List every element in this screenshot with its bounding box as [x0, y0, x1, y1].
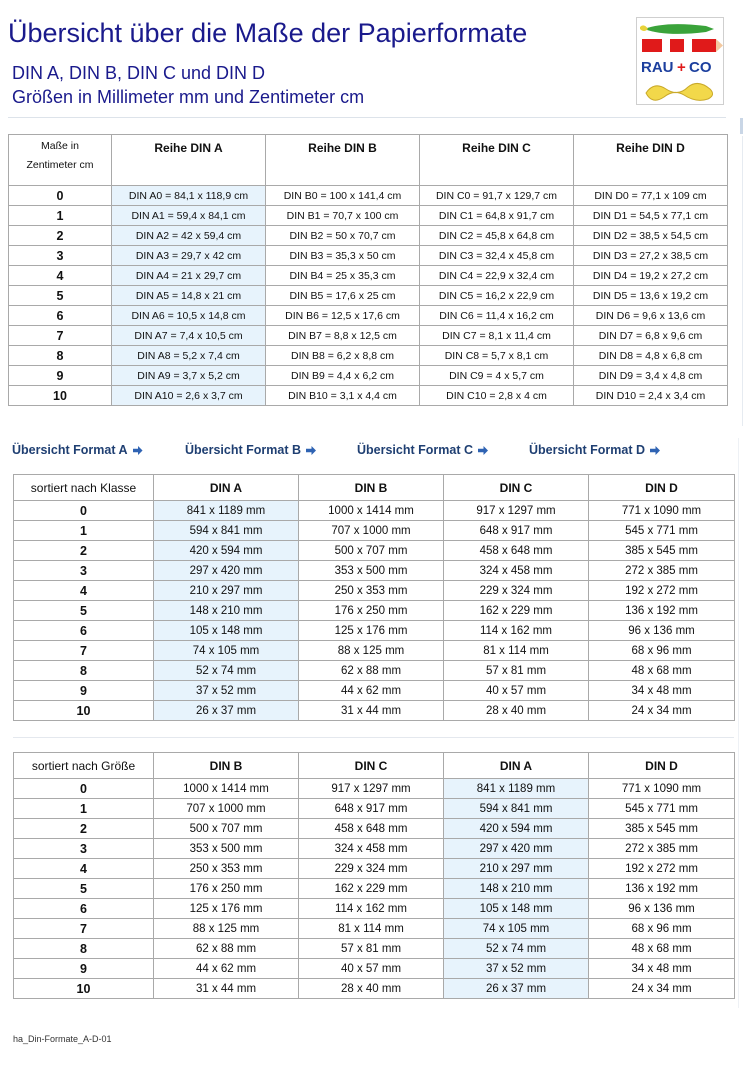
row-index-cell: 2: [14, 819, 154, 839]
size-cell: DIN D6 = 9,6 x 13,6 cm: [574, 306, 728, 326]
row-index-cell: 8: [9, 346, 112, 366]
link-format-d-label: Übersicht Format D: [529, 443, 645, 457]
row-index-cell: 1: [9, 206, 112, 226]
size-cell: 40 x 57 mm: [299, 959, 444, 979]
size-cell: 114 x 162 mm: [299, 899, 444, 919]
table-row: [14, 899, 735, 919]
size-cell: DIN B9 = 4,4 x 6,2 cm: [266, 366, 420, 386]
sidebar-divider-lower: [738, 438, 739, 1008]
size-cell: DIN D8 = 4,8 x 6,8 cm: [574, 346, 728, 366]
size-cell: 229 x 324 mm: [444, 581, 589, 601]
size-cell: 44 x 62 mm: [299, 681, 444, 701]
row-index-cell: 0: [14, 501, 154, 521]
size-cell: 324 x 458 mm: [444, 561, 589, 581]
link-format-c-label: Übersicht Format C: [357, 443, 473, 457]
size-cell: 34 x 48 mm: [589, 681, 735, 701]
size-cell: DIN A1 = 59,4 x 84,1 cm: [112, 206, 266, 226]
row-index-cell: 2: [14, 541, 154, 561]
row-index-cell: 2: [9, 226, 112, 246]
size-cell: 420 x 594 mm: [154, 541, 299, 561]
table-row: [14, 939, 735, 959]
size-cell: DIN A5 = 14,8 x 21 cm: [112, 286, 266, 306]
row-index-cell: 4: [14, 859, 154, 879]
table-row: [14, 919, 735, 939]
size-cell: DIN B8 = 6,2 x 8,8 cm: [266, 346, 420, 366]
size-cell: DIN C5 = 16,2 x 22,9 cm: [420, 286, 574, 306]
size-cell: DIN D4 = 19,2 x 27,2 cm: [574, 266, 728, 286]
size-cell: 68 x 96 mm: [589, 919, 735, 939]
row-index-cell: 4: [9, 266, 112, 286]
size-cell: 125 x 176 mm: [299, 621, 444, 641]
size-cell: 162 x 229 mm: [299, 879, 444, 899]
size-cell: 192 x 272 mm: [589, 581, 735, 601]
table-cm-corner: Maße in Zentimeter cm: [9, 135, 112, 186]
size-cell: 26 x 37 mm: [444, 979, 589, 999]
table-row: [9, 326, 728, 346]
size-cell: 24 x 34 mm: [589, 979, 735, 999]
size-cell: 545 x 771 mm: [589, 799, 735, 819]
row-index-cell: 8: [14, 939, 154, 959]
row-index-cell: 3: [9, 246, 112, 266]
row-index-cell: 5: [14, 601, 154, 621]
logo-text-rau: RAU: [641, 59, 674, 76]
size-cell: DIN A3 = 29,7 x 42 cm: [112, 246, 266, 266]
size-cell: 250 x 353 mm: [154, 859, 299, 879]
table-row: [14, 661, 735, 681]
size-cell: 458 x 648 mm: [444, 541, 589, 561]
table-row: [14, 621, 735, 641]
link-format-b-label: Übersicht Format B: [185, 443, 301, 457]
size-cell: 594 x 841 mm: [154, 521, 299, 541]
row-index-cell: 5: [9, 286, 112, 306]
row-index-cell: 6: [9, 306, 112, 326]
size-cell: DIN D0 = 77,1 x 109 cm: [574, 186, 728, 206]
row-index-cell: 7: [9, 326, 112, 346]
table-groesse-header-2: DIN C: [299, 753, 444, 779]
size-cell: 648 x 917 mm: [444, 521, 589, 541]
table-row: [9, 246, 728, 266]
table-row: [9, 266, 728, 286]
size-cell: 420 x 594 mm: [444, 819, 589, 839]
size-cell: DIN C9 = 4 x 5,7 cm: [420, 366, 574, 386]
row-index-cell: 10: [9, 386, 112, 406]
size-cell: DIN B6 = 12,5 x 17,6 cm: [266, 306, 420, 326]
size-cell: DIN D2 = 38,5 x 54,5 cm: [574, 226, 728, 246]
table-sorted-by-class: [13, 474, 735, 721]
size-cell: 68 x 96 mm: [589, 641, 735, 661]
table-row: [14, 501, 735, 521]
row-index-cell: 9: [14, 681, 154, 701]
size-cell: DIN C1 = 64,8 x 91,7 cm: [420, 206, 574, 226]
size-cell: 648 x 917 mm: [299, 799, 444, 819]
format-links-bar: [12, 443, 712, 459]
size-cell: DIN A8 = 5,2 x 7,4 cm: [112, 346, 266, 366]
size-cell: 48 x 68 mm: [589, 661, 735, 681]
row-index-cell: 1: [14, 521, 154, 541]
table-cm: [8, 134, 728, 406]
size-cell: DIN D10 = 2,4 x 3,4 cm: [574, 386, 728, 406]
link-format-a-label: Übersicht Format A: [12, 443, 128, 457]
size-cell: 385 x 545 mm: [589, 819, 735, 839]
size-cell: 105 x 148 mm: [444, 899, 589, 919]
size-cell: 136 x 192 mm: [589, 601, 735, 621]
size-cell: DIN B2 = 50 x 70,7 cm: [266, 226, 420, 246]
size-cell: DIN B10 = 3,1 x 4,4 cm: [266, 386, 420, 406]
size-cell: 272 x 385 mm: [589, 561, 735, 581]
table-groesse-header-1: DIN B: [154, 753, 299, 779]
size-cell: 81 x 114 mm: [444, 641, 589, 661]
size-cell: 114 x 162 mm: [444, 621, 589, 641]
size-cell: 250 x 353 mm: [299, 581, 444, 601]
table-row: [9, 366, 728, 386]
row-index-cell: 7: [14, 641, 154, 661]
table-row: [14, 959, 735, 979]
footer-filename: ha_Din-Formate_A-D-01: [13, 1034, 112, 1044]
page-subtitle: DIN A, DIN B, DIN C und DIN D: [12, 63, 266, 83]
table-row: [14, 979, 735, 999]
size-cell: 272 x 385 mm: [589, 839, 735, 859]
size-cell: DIN A4 = 21 x 29,7 cm: [112, 266, 266, 286]
size-cell: 81 x 114 mm: [299, 919, 444, 939]
arrow-right-icon: [650, 446, 660, 455]
row-index-cell: 8: [14, 661, 154, 681]
size-cell: DIN C2 = 45,8 x 64,8 cm: [420, 226, 574, 246]
size-cell: DIN A0 = 84,1 x 118,9 cm: [112, 186, 266, 206]
size-cell: 324 x 458 mm: [299, 839, 444, 859]
table-row: [14, 521, 735, 541]
size-cell: 88 x 125 mm: [154, 919, 299, 939]
size-cell: DIN D9 = 3,4 x 4,8 cm: [574, 366, 728, 386]
link-format-d[interactable]: [529, 443, 660, 457]
size-cell: 88 x 125 mm: [299, 641, 444, 661]
size-cell: 148 x 210 mm: [154, 601, 299, 621]
table-row: [9, 186, 728, 206]
table-row: [14, 819, 735, 839]
size-cell: 594 x 841 mm: [444, 799, 589, 819]
size-cell: DIN A6 = 10,5 x 14,8 cm: [112, 306, 266, 326]
size-cell: 229 x 324 mm: [299, 859, 444, 879]
link-format-b[interactable]: [185, 443, 316, 457]
row-index-cell: 5: [14, 879, 154, 899]
size-cell: DIN C3 = 32,4 x 45,8 cm: [420, 246, 574, 266]
arrow-right-icon: [306, 446, 316, 455]
size-cell: DIN D3 = 27,2 x 38,5 cm: [574, 246, 728, 266]
size-cell: 40 x 57 mm: [444, 681, 589, 701]
table-cm-header-a: Reihe DIN A: [112, 135, 266, 186]
table-klasse-corner: sortiert nach Klasse: [14, 475, 154, 501]
table-klasse-header-1: DIN A: [154, 475, 299, 501]
size-cell: DIN B4 = 25 x 35,3 cm: [266, 266, 420, 286]
size-cell: DIN B7 = 8,8 x 12,5 cm: [266, 326, 420, 346]
row-index-cell: 10: [14, 979, 154, 999]
table-row: [14, 839, 735, 859]
size-cell: 771 x 1090 mm: [589, 779, 735, 799]
size-cell: 44 x 62 mm: [154, 959, 299, 979]
size-cell: DIN A9 = 3,7 x 5,2 cm: [112, 366, 266, 386]
table-row: [14, 779, 735, 799]
size-cell: 37 x 52 mm: [154, 681, 299, 701]
table-row: [9, 346, 728, 366]
size-cell: DIN B0 = 100 x 141,4 cm: [266, 186, 420, 206]
table-groesse-header-4: DIN D: [589, 753, 735, 779]
row-index-cell: 10: [14, 701, 154, 721]
row-index-cell: 3: [14, 839, 154, 859]
size-cell: 57 x 81 mm: [299, 939, 444, 959]
table-row: [9, 306, 728, 326]
row-index-cell: 9: [9, 366, 112, 386]
row-index-cell: 4: [14, 581, 154, 601]
size-cell: 1000 x 1414 mm: [154, 779, 299, 799]
size-cell: DIN C8 = 5,7 x 8,1 cm: [420, 346, 574, 366]
size-cell: 96 x 136 mm: [589, 899, 735, 919]
size-cell: 148 x 210 mm: [444, 879, 589, 899]
size-cell: 162 x 229 mm: [444, 601, 589, 621]
table-groesse-corner: sortiert nach Größe: [14, 753, 154, 779]
size-cell: 62 x 88 mm: [154, 939, 299, 959]
size-cell: DIN D5 = 13,6 x 19,2 cm: [574, 286, 728, 306]
size-cell: DIN D1 = 54,5 x 77,1 cm: [574, 206, 728, 226]
table-sorted-by-size: [13, 752, 735, 999]
table-row: [14, 581, 735, 601]
size-cell: 125 x 176 mm: [154, 899, 299, 919]
header-divider: [8, 117, 726, 118]
size-cell: 28 x 40 mm: [299, 979, 444, 999]
size-cell: DIN A2 = 42 x 59,4 cm: [112, 226, 266, 246]
size-cell: 105 x 148 mm: [154, 621, 299, 641]
size-cell: 545 x 771 mm: [589, 521, 735, 541]
size-cell: 176 x 250 mm: [154, 879, 299, 899]
size-cell: 96 x 136 mm: [589, 621, 735, 641]
row-index-cell: 0: [9, 186, 112, 206]
table-row: [14, 859, 735, 879]
link-format-c[interactable]: [357, 443, 488, 457]
row-index-cell: 1: [14, 799, 154, 819]
size-cell: 26 x 37 mm: [154, 701, 299, 721]
size-cell: DIN A10 = 2,6 x 3,7 cm: [112, 386, 266, 406]
size-cell: 57 x 81 mm: [444, 661, 589, 681]
table-row: [14, 879, 735, 899]
table-row: [14, 601, 735, 621]
size-cell: DIN C4 = 22,9 x 32,4 cm: [420, 266, 574, 286]
table-row: [14, 641, 735, 661]
table-klasse-header-2: DIN B: [299, 475, 444, 501]
size-cell: DIN A7 = 7,4 x 10,5 cm: [112, 326, 266, 346]
size-cell: DIN B1 = 70,7 x 100 cm: [266, 206, 420, 226]
size-cell: 297 x 420 mm: [444, 839, 589, 859]
size-cell: 385 x 545 mm: [589, 541, 735, 561]
size-cell: 28 x 40 mm: [444, 701, 589, 721]
size-cell: 458 x 648 mm: [299, 819, 444, 839]
row-index-cell: 3: [14, 561, 154, 581]
arrow-right-icon: [478, 446, 488, 455]
table-row: [9, 386, 728, 406]
table-row: [9, 206, 728, 226]
size-cell: 771 x 1090 mm: [589, 501, 735, 521]
size-cell: 841 x 1189 mm: [444, 779, 589, 799]
size-cell: 37 x 52 mm: [444, 959, 589, 979]
row-index-cell: 6: [14, 621, 154, 641]
size-cell: 48 x 68 mm: [589, 939, 735, 959]
logo-text-co: CO: [689, 59, 712, 76]
table-row: [14, 701, 735, 721]
size-cell: 917 x 1297 mm: [444, 501, 589, 521]
table-row: [14, 541, 735, 561]
size-cell: 500 x 707 mm: [154, 819, 299, 839]
size-cell: DIN C0 = 91,7 x 129,7 cm: [420, 186, 574, 206]
arrow-right-icon: [133, 446, 143, 455]
size-cell: 353 x 500 mm: [299, 561, 444, 581]
size-cell: 210 x 297 mm: [444, 859, 589, 879]
size-cell: DIN C7 = 8,1 x 11,4 cm: [420, 326, 574, 346]
size-cell: 52 x 74 mm: [444, 939, 589, 959]
size-cell: DIN C10 = 2,8 x 4 cm: [420, 386, 574, 406]
size-cell: DIN B3 = 35,3 x 50 cm: [266, 246, 420, 266]
size-cell: 707 x 1000 mm: [154, 799, 299, 819]
size-cell: 74 x 105 mm: [154, 641, 299, 661]
table-groesse-header-3: DIN A: [444, 753, 589, 779]
page-subtitle-units: Größen in Millimeter mm und Zentimeter cm: [12, 87, 365, 107]
size-cell: 1000 x 1414 mm: [299, 501, 444, 521]
size-cell: DIN D7 = 6,8 x 9,6 cm: [574, 326, 728, 346]
sidebar-marker: [740, 118, 743, 134]
logo-text-plus: +: [677, 59, 686, 76]
size-cell: 210 x 297 mm: [154, 581, 299, 601]
size-cell: 176 x 250 mm: [299, 601, 444, 621]
size-cell: 136 x 192 mm: [589, 879, 735, 899]
size-cell: 192 x 272 mm: [589, 859, 735, 879]
table-row: [14, 681, 735, 701]
size-cell: 707 x 1000 mm: [299, 521, 444, 541]
size-cell: 52 x 74 mm: [154, 661, 299, 681]
size-cell: 297 x 420 mm: [154, 561, 299, 581]
table-separator: [13, 737, 734, 738]
table-row: [14, 561, 735, 581]
sidebar-divider: [742, 136, 743, 426]
size-cell: 31 x 44 mm: [299, 701, 444, 721]
size-cell: 353 x 500 mm: [154, 839, 299, 859]
size-cell: 31 x 44 mm: [154, 979, 299, 999]
row-index-cell: 6: [14, 899, 154, 919]
table-cm-header-b: Reihe DIN B: [266, 135, 420, 186]
raucco-logo: [636, 17, 724, 105]
row-index-cell: 0: [14, 779, 154, 799]
size-cell: 841 x 1189 mm: [154, 501, 299, 521]
size-cell: DIN C6 = 11,4 x 16,2 cm: [420, 306, 574, 326]
table-cm-header-d: Reihe DIN D: [574, 135, 728, 186]
size-cell: 34 x 48 mm: [589, 959, 735, 979]
page-title: Übersicht über die Maße der Papierformate: [8, 18, 528, 48]
table-row: [14, 799, 735, 819]
table-row: [9, 286, 728, 306]
size-cell: 500 x 707 mm: [299, 541, 444, 561]
logo-pencil-red: [642, 39, 716, 52]
size-cell: 917 x 1297 mm: [299, 779, 444, 799]
table-cm-header-c: Reihe DIN C: [420, 135, 574, 186]
table-klasse-header-4: DIN D: [589, 475, 735, 501]
row-index-cell: 7: [14, 919, 154, 939]
size-cell: 74 x 105 mm: [444, 919, 589, 939]
table-klasse-header-3: DIN C: [444, 475, 589, 501]
table-row: [9, 226, 728, 246]
link-format-a[interactable]: [12, 443, 143, 457]
row-index-cell: 9: [14, 959, 154, 979]
size-cell: 24 x 34 mm: [589, 701, 735, 721]
size-cell: DIN B5 = 17,6 x 25 cm: [266, 286, 420, 306]
size-cell: 62 x 88 mm: [299, 661, 444, 681]
